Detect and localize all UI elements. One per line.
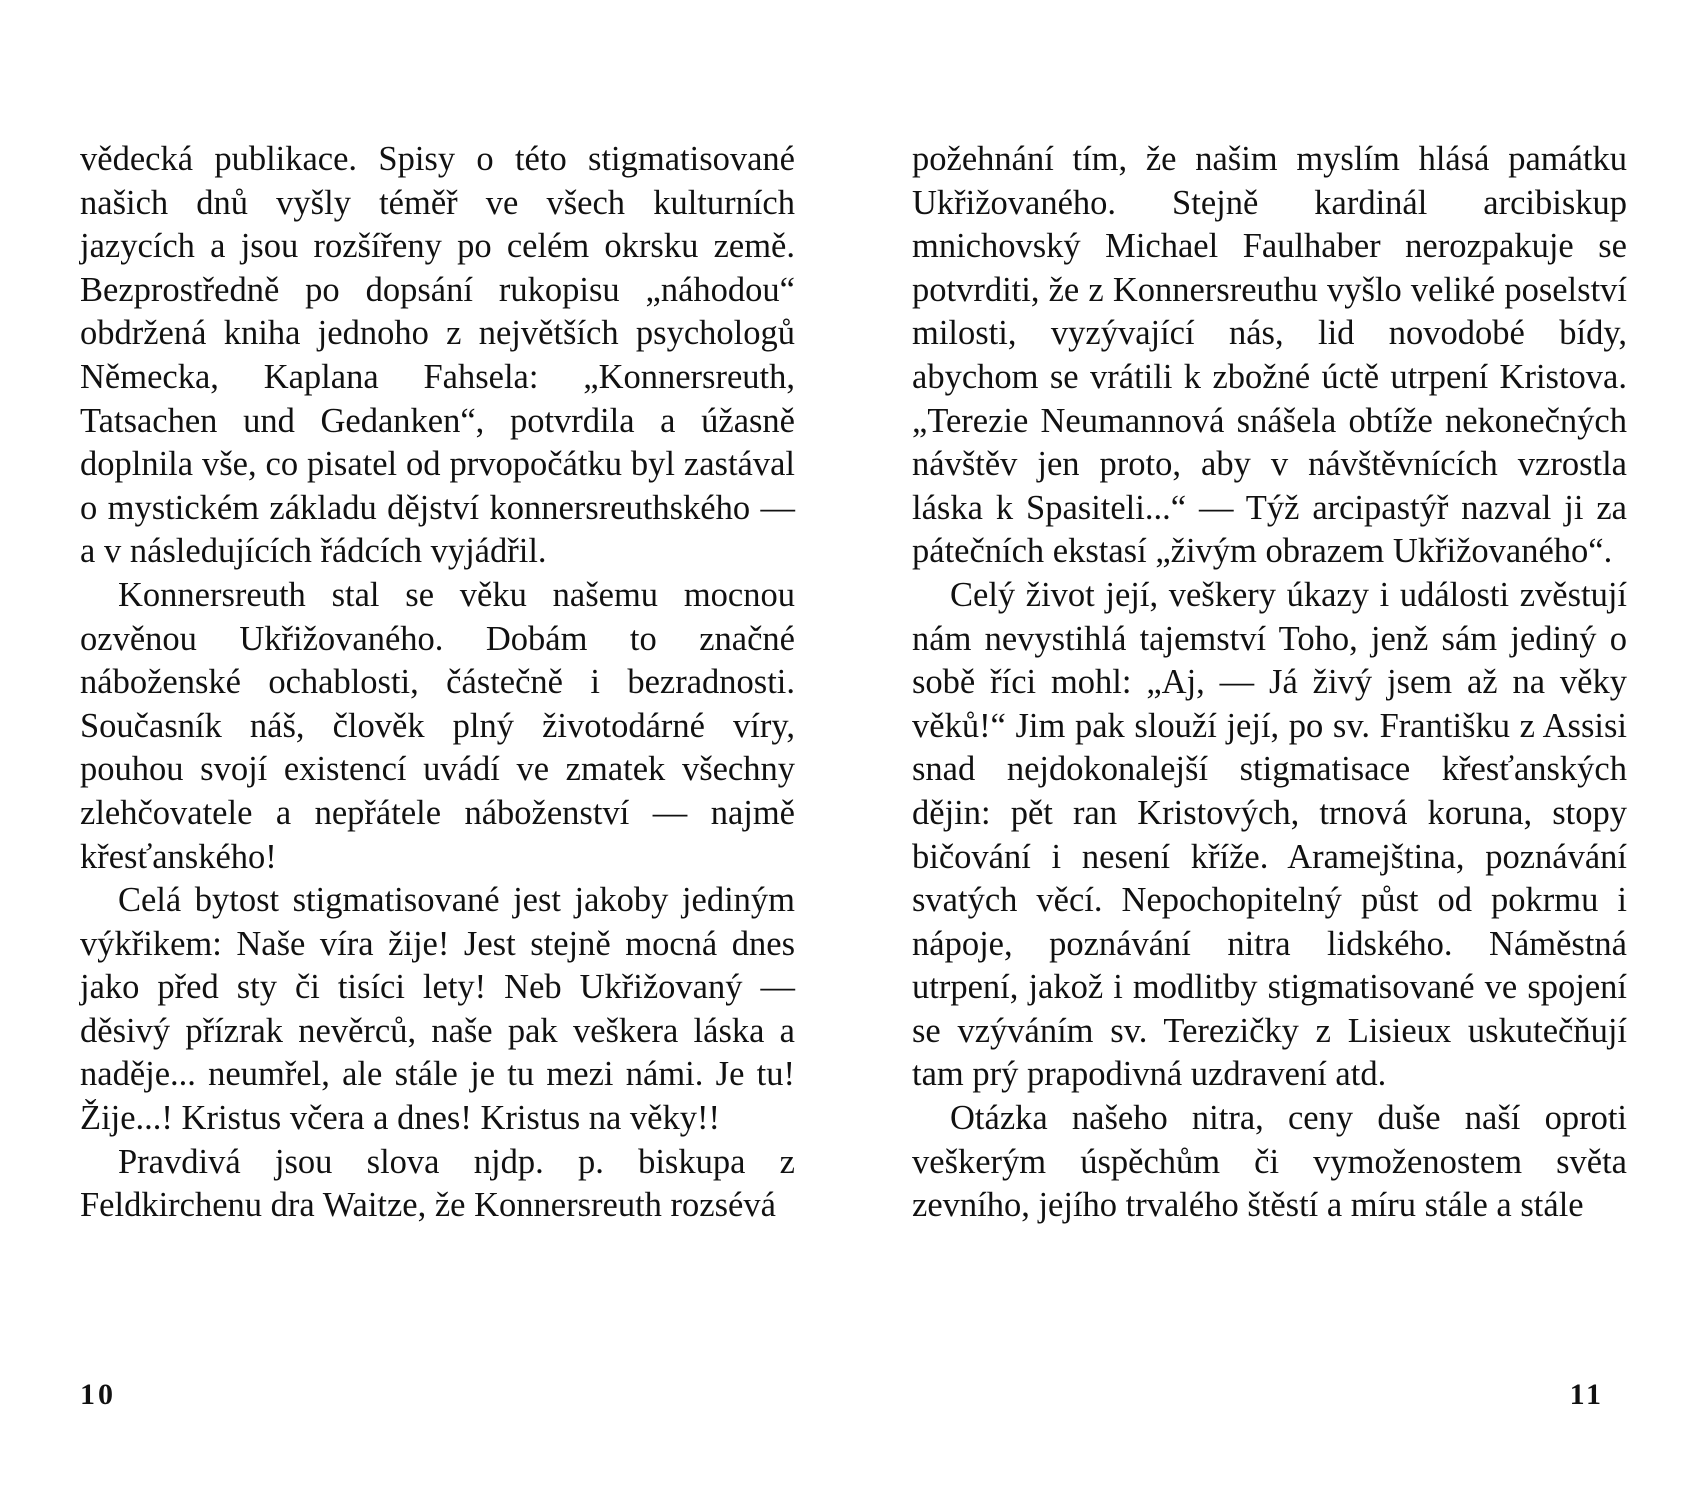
right-page xyxy=(842,0,1684,1500)
paragraph: Konnersreuth stal se věku našemu mocnou ozvěnou Ukřižovaného. Dobám to značné náboženské ochablosti, částečně i bezradnosti. Současník náš, člověk plný životodárné víry, pouhou svojí existencí uvádí ve zmatek všechny zlehčovatele a nepřátele náboženství — najmě křesťanského! xyxy=(80,575,795,876)
left-text-column xyxy=(80,138,795,1228)
page-number: 10 xyxy=(80,1378,116,1411)
paragraph: požehnání tím, že našim myslím hlásá památku Ukřižovaného. Stejně kardinál arcibiskup mnichovský Michael Faulhaber nerozpakuje se potvrditi, že z Konnersreuthu vyšlo veliké poselství milosti, vyzývající nás, lid novodobé bídy, abychom se vrátili k zbožné úctě utrpení Kristova. „Terezie Neumannová snášela obtíže nekonečných návštěv jen proto, aby v návštěvnících vzrostla láska k Spasiteli...“ — Týž arcipastýř nazval ji za pátečních ekstasí „živým obrazem Ukřižovaného“. xyxy=(912,140,1627,571)
paragraph: Pravdivá jsou slova njdp. p. biskupa z Feldkirchenu dra Waitze, že Konnersreuth rozsévá xyxy=(80,1142,795,1225)
right-text-column xyxy=(912,138,1627,1228)
paragraph: Celý život její, veškery úkazy i události zvěstují nám nevystihlá tajemství Toho, jenž sám jediný o sobě říci mohl: „Aj, — Já živý jsem až na věky věků!“ Jim pak slouží její, po sv. Františku z Assisi snad nejdokonalejší stigmatisace křesťanských dějin: pět ran Kristových, trnová koruna, stopy bičování i nesení kříže. Aramejština, poznávání svatých věcí. Nepochopitelný půst od pokrmu i nápoje, poznávání nitra lidského. Náměstná utrpení, jakož i modlitby stigmatisované ve spojení se vzýváním sv. Terezičky z Lisieux uskutečňují tam prý prapodivná uzdravení atd. xyxy=(912,575,1627,1094)
page-number: 11 xyxy=(1569,1378,1604,1411)
paragraph: vědecká publikace. Spisy o této stigmatisované našich dnů vyšly téměř ve všech kulturních jazycích a jsou rozšířeny po celém okrsku země. Bezprostředně po dopsání rukopisu „náhodou“ obdržená kniha jednoho z největších psychologů Německa, Kaplana Fahsela: „Konnersreuth, Tatsachen und Gedanken“, potvrdila a úžasně doplnila vše, co pisatel od prvopočátku byl zastával o mystickém základu dějství konnersreuthského — a v následujících řádcích vyjádřil. xyxy=(80,140,795,571)
paragraph: Celá bytost stigmatisované jest jakoby jediným výkřikem: Naše víra žije! Jest stejně mocná dnes jako před sty či tisíci lety! Neb Ukřižovaný — děsivý přízrak nevěrců, naše pak veškera láska a naděje... neumřel, ale stále je tu mezi námi. Je tu! Žije...! Kristus včera a dnes! Kristus na věky!! xyxy=(80,881,795,1138)
paragraph: Otázka našeho nitra, ceny duše naší oproti veškerým úspěchům či vymoženostem světa zevního, jejího trvalého štěstí a míru stále a stále xyxy=(912,1099,1627,1225)
